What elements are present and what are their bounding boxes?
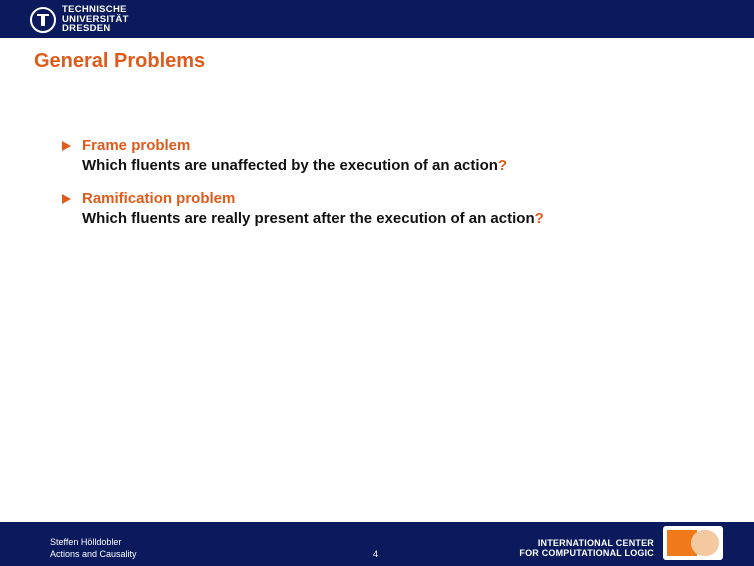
bullet-body xyxy=(82,209,544,229)
iccl-logo-round xyxy=(691,530,719,556)
bullet-body-text: Which fluents are really present after the execution of an action xyxy=(82,210,535,227)
iccl-label-line-2: FOR COMPUTATIONAL LOGIC xyxy=(519,548,654,558)
bullet-item xyxy=(62,136,702,176)
bullet-body xyxy=(82,156,507,176)
tud-logo-line-3: DRESDEN xyxy=(62,23,111,35)
footer-course: Actions and Causality xyxy=(50,549,137,559)
bullet-list xyxy=(62,136,702,242)
bullet-heading: Ramification problem xyxy=(82,190,236,207)
question-mark: ? xyxy=(534,210,544,227)
page-title: General Problems xyxy=(34,50,206,72)
header-bar xyxy=(0,0,754,38)
page-number: 4 xyxy=(373,549,379,559)
bullet-item xyxy=(62,189,702,229)
tud-logo-text xyxy=(62,5,129,34)
iccl-label xyxy=(519,538,654,558)
tud-logo xyxy=(30,3,129,36)
iccl-logo-icon xyxy=(663,526,723,560)
tud-logo-icon xyxy=(30,7,56,33)
footer-author: Steffen Hölldobler xyxy=(50,537,122,547)
triangle-bullet-icon xyxy=(62,194,71,204)
iccl-label-line-1: INTERNATIONAL CENTER xyxy=(537,538,654,548)
tud-logo-line-1: TECHNISCHE xyxy=(62,4,127,16)
tud-logo-line-2: UNIVERSITÄT xyxy=(62,13,129,25)
bullet-body-text: Which fluents are unaffected by the execution of an action xyxy=(82,157,498,174)
bullet-heading: Frame problem xyxy=(82,137,191,154)
question-mark: ? xyxy=(497,157,508,174)
triangle-bullet-icon xyxy=(62,141,71,151)
footer-bar xyxy=(0,522,754,566)
